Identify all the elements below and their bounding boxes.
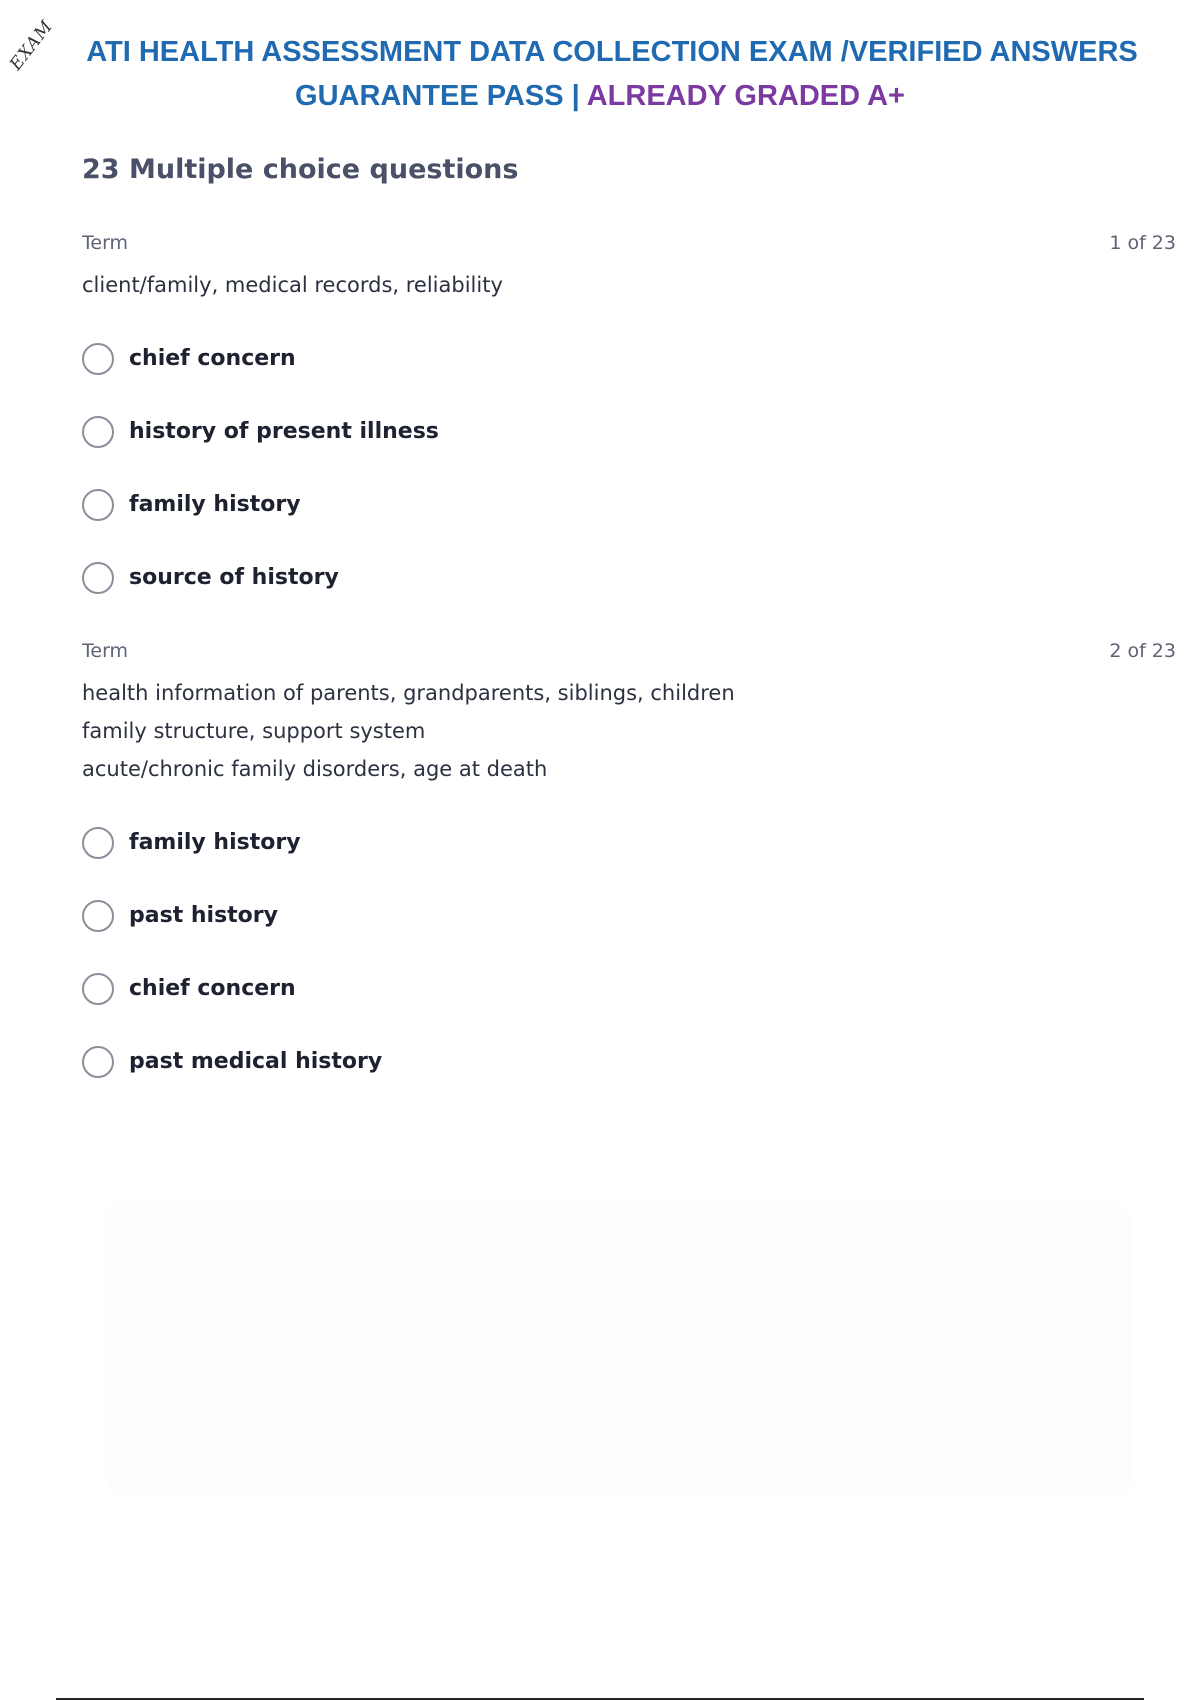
header-graded: ALREADY GRADED A+ (586, 80, 905, 112)
radio-button[interactable] (82, 343, 114, 375)
radio-button[interactable] (82, 827, 114, 859)
answer-option[interactable] (82, 806, 1176, 879)
answer-option[interactable] (82, 322, 1176, 395)
question-counter: 1 of 23 (1109, 232, 1176, 254)
question-counter: 2 of 23 (1109, 640, 1176, 662)
question-text-line: health information of parents, grandparents, siblings, children (82, 681, 735, 705)
question-text-line: client/family, medical records, reliability (82, 273, 503, 297)
answer-option[interactable] (82, 541, 1176, 614)
answer-option[interactable] (82, 1025, 1176, 1098)
term-label: Term (82, 232, 129, 254)
question-header (82, 230, 1176, 256)
radio-button[interactable] (82, 1046, 114, 1078)
faded-card (108, 1205, 1130, 1495)
question-text (82, 674, 1176, 788)
answer-option-label: family history (129, 830, 301, 855)
header-guarantee: GUARANTEE PASS | (295, 80, 587, 112)
radio-button[interactable] (82, 416, 114, 448)
radio-button[interactable] (82, 562, 114, 594)
question-text-line: family structure, support system (82, 719, 426, 743)
header-subtitle (0, 74, 1200, 118)
quiz-content (82, 150, 1176, 1122)
answer-option[interactable] (82, 879, 1176, 952)
radio-button[interactable] (82, 973, 114, 1005)
question-card (82, 638, 1176, 1098)
answer-option[interactable] (82, 952, 1176, 1025)
answer-option-label: past history (129, 903, 278, 928)
term-label: Term (82, 640, 129, 662)
answer-option-label: past medical history (129, 1049, 383, 1074)
document-header (0, 30, 1200, 118)
radio-button[interactable] (82, 900, 114, 932)
question-text (82, 266, 1176, 304)
question-header (82, 638, 1176, 664)
section-title: 23 Multiple choice questions (82, 154, 519, 185)
answer-option-label: source of history (129, 565, 339, 590)
answer-option-label: family history (129, 492, 301, 517)
answer-option-label: chief concern (129, 976, 296, 1001)
radio-button[interactable] (82, 489, 114, 521)
question-text-line: acute/chronic family disorders, age at death (82, 757, 548, 781)
answer-option-label: history of present illness (129, 419, 439, 444)
answer-option[interactable] (82, 468, 1176, 541)
answer-option[interactable] (82, 395, 1176, 468)
exam-stamp: EXAM (6, 16, 58, 75)
answer-option-label: chief concern (129, 346, 296, 371)
header-title: ATI HEALTH ASSESSMENT DATA COLLECTION EXAM /VERIFIED ANSWERS (86, 36, 1138, 68)
question-card (82, 230, 1176, 614)
